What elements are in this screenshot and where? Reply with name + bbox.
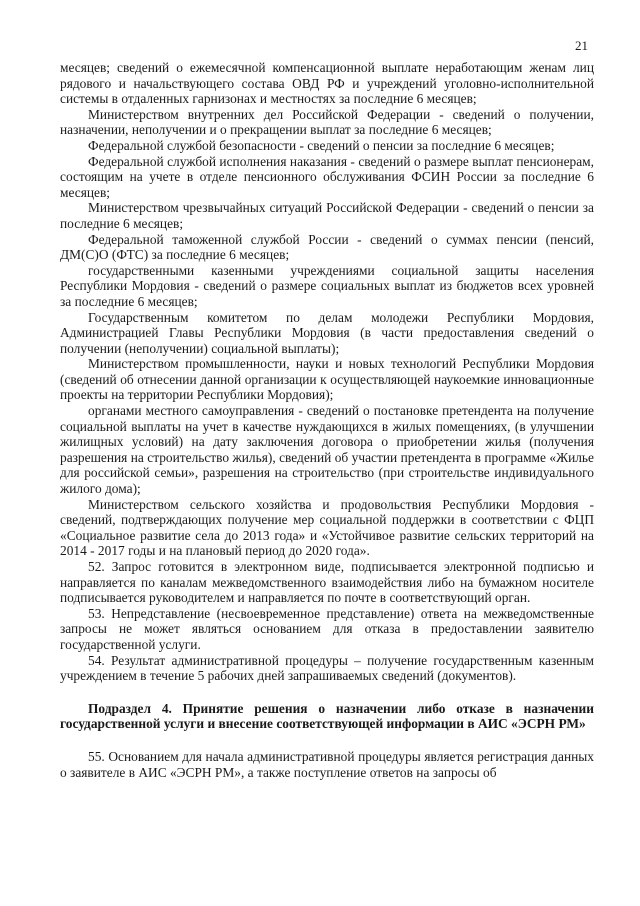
page-number: 21	[575, 38, 588, 53]
paragraph-social-institutions: государственными казенными учреждениями социальной защиты населения Республики Мордовия - сведений о размере социальных выплат из бюджетов всех уровней за последние 6 месяцев;	[60, 262, 594, 309]
paragraph-fsb: Федеральной службой безопасности - сведений о пенсии за последние 6 месяцев;	[88, 137, 555, 153]
paragraph-local-government: органами местного самоуправления - сведений о постановке претендента на получение социальной выплаты на учет в качестве нуждающихся в жилых помещениях, (в улучшении жилищных условий) на дату заключения договора о приобретении жилья (получения разрешения на строительство жилья), сведений об участии претендента в программе «Жилье для российской семьи», разрешения на строительство (при строительстве индивидуального жилого дома);	[60, 403, 594, 497]
paragraph-55: 55. Основанием для начала административной процедуры является регистрация данных о заявителе в АИС «ЭСРН РМ», а также поступление ответов на запросы об	[60, 748, 594, 780]
subsection-title: Подраздел 4. Принятие решения о назначении либо отказе в назначении государственной услуги и внесение соответствующей информации в АИС «ЭСРН РМ»	[60, 700, 594, 732]
paragraph-fsin: Федеральной службой исполнения наказания - сведений о размере выплат пенсионерам, состоящим на учете в отделе пенсионного обслуживания ФСИН России за последние 6 месяцев;	[60, 153, 594, 200]
paragraph-agriculture-ministry: Министерством сельского хозяйства и продовольствия Республики Мордовия - сведений, подтверждающих получение мер социальной поддержки в соответствии с ФЦП «Социальное развитие села до 2013 года» и «Устойчивое развитие сельских территорий на 2014 - 2017 годы и на плановый период до 2020 года».	[60, 496, 594, 559]
paragraph-continuation: месяцев; сведений о ежемесячной компенсационной выплате неработающим женам лиц рядового и начальствующего состава ОВД РФ и учреждений уголовно-исполнительной системы в отдаленных гарнизонах и местностях за последние 6 месяцев;	[60, 60, 594, 107]
paragraph-52: 52. Запрос готовится в электронном виде, подписывается электронной подписью и направляется по каналам межведомственного взаимодействия либо на бумажном носителе подписывается руководителем и направляется по почте в соответствующий орган.	[60, 559, 594, 606]
paragraph-youth-committee: Государственным комитетом по делам молодежи Республики Мордовия, Администрацией Главы Республики Мордовия (в части предоставления сведений о получении (неполучении) социальной выплаты);	[60, 309, 594, 356]
paragraph-54: 54. Результат административной процедуры – получение государственным казенным учреждением в течение 5 рабочих дней запрашиваемых сведений (документов).	[60, 652, 594, 684]
paragraph-53: 53. Непредставление (несвоевременное представление) ответа на межведомственные запросы не может являться основанием для отказа в предоставлении заявителю государственной услуги.	[60, 605, 594, 652]
paragraph-mchs: Министерством чрезвычайных ситуаций Российской Федерации - сведений о пенсии за последние 6 месяцев;	[60, 200, 594, 231]
document-body	[60, 60, 594, 780]
paragraph-mvd: Министерством внутренних дел Российской Федерации - сведений о получении, назначении, неполучении и о прекращении выплат за последние 6 месяцев;	[60, 106, 594, 138]
paragraph-customs: Федеральной таможенной службой России - сведений о суммах пенсии (пенсий, ДМ(С)О (ФТС) за последние 6 месяцев;	[60, 231, 594, 263]
paragraph-industry-ministry: Министерством промышленности, науки и новых технологий Республики Мордовия (сведений об отнесении данной организации к осуществляющей наукоемкие инновационные проекты на территории Республики Мордовия);	[60, 356, 594, 403]
